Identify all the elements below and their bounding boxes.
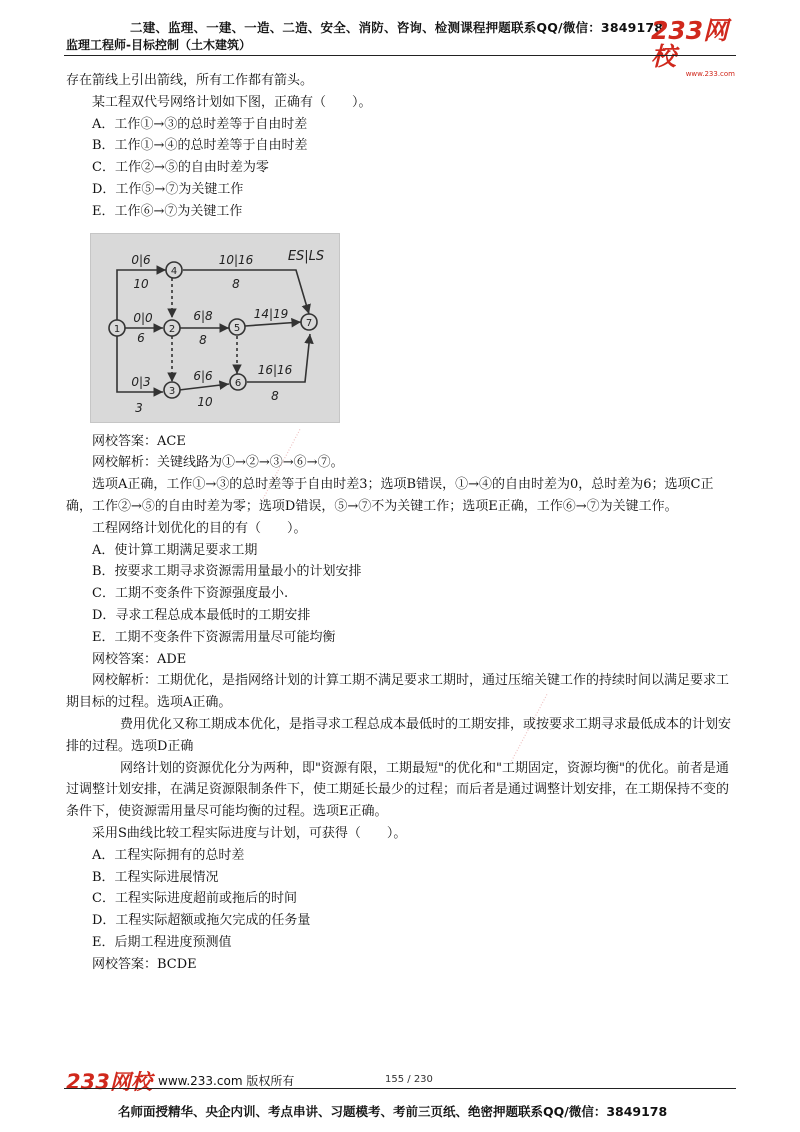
label-6-7-es: 16|16 <box>257 362 293 377</box>
label-4-7-es: 10|16 <box>218 252 254 267</box>
q1-analysis-detail: 选项A正确，工作①→③的总时差等于自由时差3；选项B错误，①→④的自由时差为0，总时差为6；选项C正确，工作②→⑤的自由时差为零；选项D错误，⑤→⑦不为关键工作；选项E正确，工作⑥→⑦为关键工作。 <box>66 477 714 514</box>
label-2-5-dur: 8 <box>199 332 207 347</box>
footer-divider <box>64 1088 736 1089</box>
q2-option-e: E．工期不变条件下资源需用量尽可能均衡 <box>92 629 336 645</box>
q2-stem: 工程网络计划优化的目的有（ ）。 <box>92 520 307 536</box>
q1-option-e: E．工作⑥→⑦为关键工作 <box>92 203 243 219</box>
q1-stem: 某工程双代号网络计划如下图，正确有（ ）。 <box>92 94 372 110</box>
q1-answer: 网校答案：ACE <box>92 433 186 449</box>
q2-option-d: D．寻求工程总成本最低时的工期安排 <box>92 607 311 623</box>
node-2-label: 2 <box>168 323 176 335</box>
label-1-3-dur: 3 <box>135 400 143 415</box>
q3-stem: 采用S曲线比较工程实际进度与计划，可获得（ ）。 <box>92 825 407 841</box>
arrow-4-7 <box>183 270 309 314</box>
label-5-7-es: 14|19 <box>253 306 289 321</box>
footer-banner: 名师面授精华、央企内训、考点串讲、习题模考、考前三页纸、绝密押题联系QQ/微信：3849178 <box>118 1104 668 1119</box>
q2-answer: 网校答案：ADE <box>92 651 187 667</box>
document-body <box>66 70 736 976</box>
q2-analysis-1: 网校解析：工期优化，是指网络计划的计算工期不满足要求工期时，通过压缩关键工作的持续时间以满足要求工期目标的过程。选项A正确。 <box>66 673 730 711</box>
label-1-3-es: 0|3 <box>131 374 151 389</box>
legend-es-ls: ES|LS <box>287 248 325 264</box>
node-5-label: 5 <box>233 322 241 334</box>
node-7-label: 7 <box>305 317 313 329</box>
q2-analysis-2: 费用优化又称工期成本优化，是指寻求工程总成本最低时的工期安排，或按要求工期寻求最低成本的计划安排的过程。选项D正确 <box>66 716 732 754</box>
label-2-5-es: 6|8 <box>193 308 213 323</box>
node-3-label: 3 <box>168 385 176 397</box>
arrow-5-7 <box>245 322 301 326</box>
label-4-7-dur: 8 <box>232 276 240 291</box>
q3-option-c: C．工程实际进度超前或拖后的时间 <box>92 891 297 907</box>
label-3-6-dur: 10 <box>197 394 213 409</box>
q2-option-b: B．按要求工期寻求资源需用量最小的计划安排 <box>92 564 362 580</box>
watermark-2: ····························· <box>505 691 553 770</box>
q3-option-a: A．工程实际拥有的总时差 <box>92 847 245 863</box>
logo-text: 233网校 <box>651 16 729 71</box>
arrow-3-6 <box>179 384 229 390</box>
q1-option-c: C．工作②→⑤的自由时差为零 <box>92 160 269 176</box>
node-1-label: 1 <box>113 323 121 335</box>
intro-line: 存在箭线上引出箭线，所有工作都有箭头。 <box>66 73 314 88</box>
q1-analysis-path: 网校解析：关键线路为①→②→③→⑥→⑦。 <box>92 455 344 471</box>
logo-url: www.233.com <box>685 70 735 78</box>
node-4-label: 4 <box>170 265 178 277</box>
label-1-2-es: 0|0 <box>133 310 153 325</box>
node-6-label: 6 <box>234 377 242 389</box>
q2-option-c: C．工期不变条件下资源强度最小. <box>92 586 289 602</box>
document-subtitle: 监理工程师-目标控制（土木建筑） <box>66 38 251 52</box>
page-number: 155 / 230 <box>385 1074 433 1085</box>
header-banner: 二建、监理、一建、一造、二造、安全、消防、咨询、检测课程押题联系QQ/微信：3849178 <box>130 20 664 35</box>
footer-logo[interactable]: 233网校 <box>66 1070 152 1094</box>
footer-site[interactable]: www.233.com 版权所有 <box>158 1074 295 1088</box>
header-divider <box>64 55 736 56</box>
network-diagram-photo <box>90 233 340 423</box>
q3-answer: 网校答案：BCDE <box>92 956 197 972</box>
network-diagram <box>91 234 339 422</box>
label-1-4-es: 0|6 <box>131 252 151 267</box>
label-6-7-dur: 8 <box>271 388 279 403</box>
q3-option-b: B．工程实际进展情况 <box>92 869 219 885</box>
q3-option-e: E．后期工程进度预测值 <box>92 934 232 950</box>
label-1-2-dur: 6 <box>137 330 145 345</box>
label-3-6-es: 6|6 <box>193 368 213 383</box>
site-logo[interactable] <box>651 16 735 78</box>
q1-option-a: A．工作①→③的总时差等于自由时差 <box>92 116 308 132</box>
label-1-4-dur: 10 <box>133 276 149 291</box>
q3-option-d: D．工程实际超额或拖欠完成的任务量 <box>92 913 311 929</box>
q2-option-a: A．使计算工期满足要求工期 <box>92 542 258 558</box>
q2-analysis-3: 网络计划的资源优化分为两种，即"资源有限，工期最短"的优化和"工期固定，资源均衡"的优化。前者是通过调整计划安排，在满足资源限制条件下，使工期延长最少的过程；而后者是通过调整计划安排，在工期保持不变的条件下，使资源需用量尽可能均衡的过程。选项E正确。 <box>66 760 730 820</box>
watermark-1: ····························· <box>258 426 306 505</box>
q1-option-d: D．工作⑤→⑦为关键工作 <box>92 181 244 197</box>
q1-option-b: B．工作①→④的总时差等于自由时差 <box>92 138 308 154</box>
